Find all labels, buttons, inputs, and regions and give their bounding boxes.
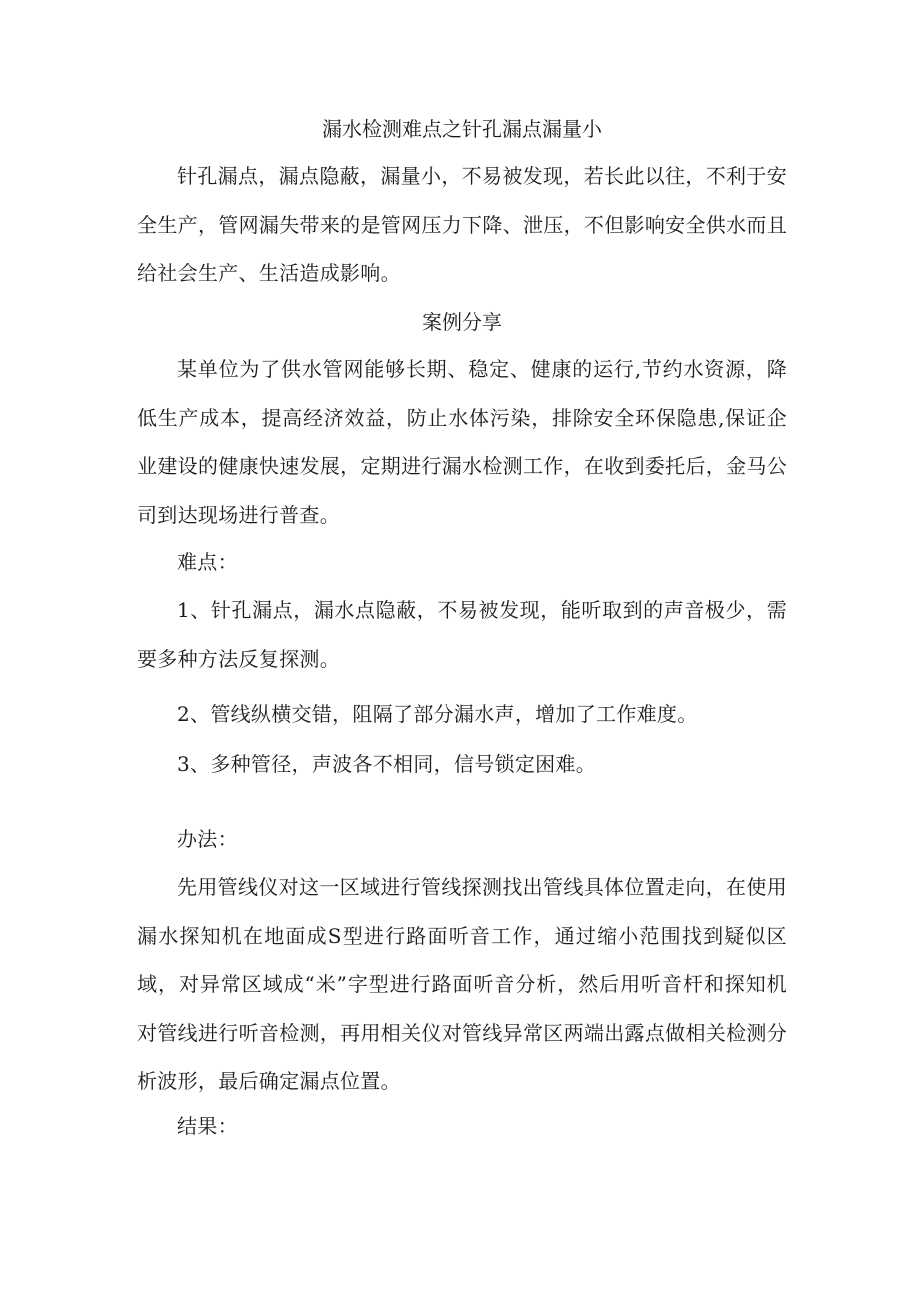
case-paragraph: 某单位为了供水管网能够长期、稳定、健康的运行,节约水资源，降低生产成本，提高经济效益，防止水体污染，排除安全环保隐患,保证企业建设的健康快速发展，定期进行漏水检测工作，在收到委托后，金马公司到达现场进行普查。 [137, 357, 787, 527]
difficulty-item: 3、多种管径，声波各不相同，信号锁定困难。 [177, 752, 597, 776]
result-label: 结果： [177, 1114, 238, 1138]
difficulty-item: 1、针孔漏点，漏水点隐蔽，不易被发现，能听取到的声音极少，需要多种方法反复探测。 [137, 598, 787, 671]
method-label: 办法： [177, 827, 238, 851]
method-paragraph: 先用管线仪对这一区域进行管线探测找出管线具体位置走向，在使用漏水探知机在地面成S型进行路面听音工作，通过缩小范围找到疑似区域，对异常区域成“米”字型进行路面听音分析，然后用听音杆和探知机对管线进行听音检测，再用相关仪对管线异常区两端出露点做相关检测分析波形，最后确定漏点位置。 [137, 875, 787, 1093]
case-heading: 案例分享 [422, 310, 502, 334]
difficulty-item: 2、管线纵横交错，阻隔了部分漏水声，增加了工作难度。 [177, 702, 698, 726]
difficulty-label: 难点： [177, 550, 238, 574]
intro-paragraph: 针孔漏点，漏点隐蔽，漏量小，不易被发现，若长此以往，不利于安全生产，管网漏失带来的是管网压力下降、泄压，不但影响安全供水而且给社会生产、生活造成影响。 [137, 164, 787, 285]
document-title: 漏水检测难点之针孔漏点漏量小 [322, 117, 602, 141]
